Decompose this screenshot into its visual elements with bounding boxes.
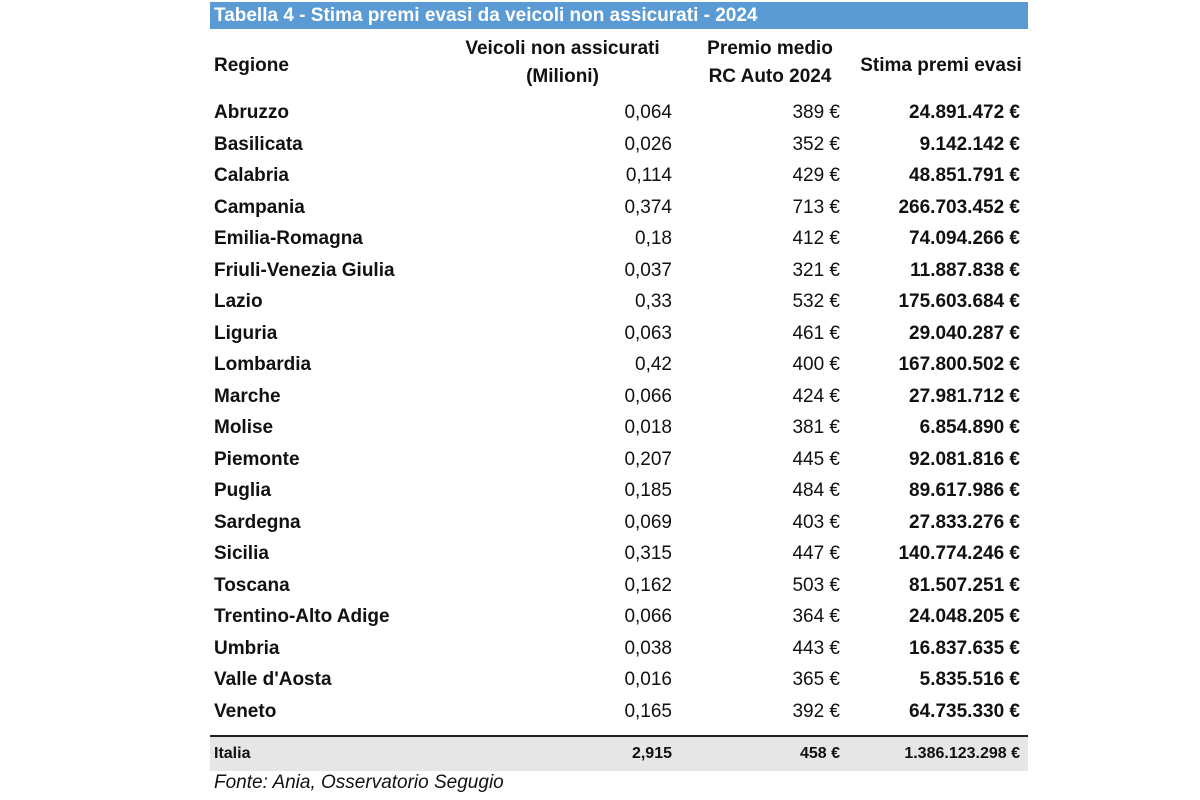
data-table-container — [210, 2, 1028, 771]
vehicles-cell: 0,069 — [624, 511, 672, 533]
estimate-cell: 140.774.246 € — [898, 543, 1020, 564]
estimate-cell: 74.094.266 € — [909, 228, 1020, 249]
vehicles-cell: 0,038 — [624, 637, 672, 659]
vehicles-cell: 0,162 — [624, 574, 672, 596]
estimate-cell: 24.891.472 € — [909, 102, 1020, 123]
vehicles-cell: 0,016 — [624, 669, 672, 690]
premiums-table — [210, 29, 1028, 771]
header-premio — [678, 29, 840, 97]
vehicles-cell: 0,026 — [624, 133, 672, 155]
premium-cell: 389 € — [792, 102, 840, 123]
premium-cell: 364 € — [792, 606, 840, 627]
table-row — [210, 160, 1028, 192]
vehicles-cell: 0,064 — [624, 102, 672, 123]
table-row — [210, 664, 1028, 696]
vehicles-cell: 0,315 — [624, 543, 672, 564]
source-note: Fonte: Ania, Osservatorio Segugio — [214, 772, 504, 793]
header-row — [210, 29, 1028, 97]
region-cell: Friuli-Venezia Giulia — [214, 259, 395, 281]
table-row — [210, 192, 1028, 224]
header-veicoli-line2: (Milioni) — [526, 66, 599, 87]
region-cell: Lombardia — [214, 354, 312, 375]
table-row — [210, 255, 1028, 287]
estimate-cell: 175.603.684 € — [898, 291, 1020, 312]
estimate-cell: 11.887.838 € — [910, 259, 1020, 281]
spacer-cell — [210, 727, 1028, 736]
table-row — [210, 412, 1028, 444]
premium-cell: 429 € — [792, 165, 840, 186]
premium-cell: 365 € — [792, 669, 840, 690]
region-cell: Trentino-Alto Adige — [214, 606, 390, 627]
header-veicoli-line1: Veicoli non assicurati — [465, 38, 660, 59]
table-title: Tabella 4 - Stima premi evasi da veicoli non assicurati - 2024 — [210, 2, 1028, 29]
estimate-cell: 5.835.516 € — [919, 669, 1020, 690]
total-regione: Italia — [210, 736, 442, 771]
table-row — [210, 223, 1028, 255]
header-regione: Regione — [214, 55, 289, 76]
region-cell: Valle d'Aosta — [214, 669, 332, 690]
premium-cell: 503 € — [792, 574, 840, 596]
vehicles-cell: 0,037 — [624, 259, 672, 281]
header-veicoli — [442, 29, 678, 97]
table-row — [210, 475, 1028, 507]
table-row — [210, 444, 1028, 476]
table-row — [210, 286, 1028, 318]
estimate-cell: 48.851.791 € — [909, 165, 1020, 186]
vehicles-cell: 0,42 — [635, 354, 672, 375]
vehicles-cell: 0,066 — [624, 385, 672, 407]
table-row — [210, 129, 1028, 161]
premium-cell: 532 € — [792, 291, 840, 312]
estimate-cell: 24.048.205 € — [909, 606, 1020, 627]
total-veicoli: 2,915 — [442, 736, 678, 771]
table-row — [210, 381, 1028, 413]
vehicles-cell: 0,114 — [625, 165, 672, 186]
vehicles-cell: 0,18 — [635, 228, 672, 249]
premium-cell: 400 € — [792, 354, 840, 375]
table-row — [210, 570, 1028, 602]
vehicles-cell: 0,207 — [624, 448, 672, 470]
region-cell: Veneto — [214, 700, 277, 722]
estimate-cell: 27.833.276 € — [909, 511, 1020, 533]
region-cell: Lazio — [214, 291, 263, 312]
total-premio: 458 € — [678, 736, 840, 771]
estimate-cell: 16.837.635 € — [909, 637, 1020, 659]
estimate-cell: 64.735.330 € — [909, 700, 1020, 722]
estimate-cell: 29.040.287 € — [909, 322, 1020, 344]
region-cell: Sicilia — [214, 543, 269, 564]
premium-cell: 412 € — [792, 228, 840, 249]
region-cell: Emilia-Romagna — [214, 228, 363, 249]
estimate-cell: 81.507.251 € — [909, 574, 1020, 596]
total-row — [210, 736, 1028, 771]
premium-cell: 443 € — [792, 637, 840, 659]
estimate-cell: 9.142.142 € — [919, 133, 1020, 155]
region-cell: Abruzzo — [214, 102, 289, 123]
region-cell: Campania — [214, 196, 305, 218]
total-stima: 1.386.123.298 € — [840, 736, 1028, 771]
region-cell: Piemonte — [214, 448, 300, 470]
premium-cell: 461 € — [792, 322, 840, 344]
table-row — [210, 507, 1028, 539]
estimate-cell: 27.981.712 € — [909, 385, 1020, 407]
spacer-row — [210, 727, 1028, 736]
region-cell: Molise — [214, 417, 274, 438]
premium-cell: 447 € — [792, 543, 840, 564]
table-row — [210, 538, 1028, 570]
region-cell: Toscana — [214, 574, 290, 596]
table-row — [210, 633, 1028, 665]
vehicles-cell: 0,066 — [624, 606, 672, 627]
estimate-cell: 92.081.816 € — [909, 448, 1020, 470]
estimate-cell: 89.617.986 € — [909, 480, 1020, 501]
estimate-cell: 167.800.502 € — [898, 354, 1020, 375]
vehicles-cell: 0,018 — [624, 417, 672, 438]
estimate-cell: 6.854.890 € — [919, 417, 1020, 438]
vehicles-cell: 0,33 — [635, 291, 672, 312]
premium-cell: 321 € — [792, 259, 840, 281]
vehicles-cell: 0,374 — [624, 196, 672, 218]
table-row — [210, 349, 1028, 381]
region-cell: Puglia — [214, 480, 272, 501]
premium-cell: 484 € — [792, 480, 840, 501]
header-stima: Stima premi evasi — [860, 55, 1022, 76]
table-row — [210, 97, 1028, 129]
premium-cell: 352 € — [792, 133, 840, 155]
premium-cell: 403 € — [792, 511, 840, 533]
table-row — [210, 601, 1028, 633]
table-row — [210, 696, 1028, 728]
premium-cell: 392 € — [792, 700, 840, 722]
region-cell: Calabria — [214, 165, 289, 186]
premium-cell: 424 € — [792, 385, 840, 407]
header-premio-line1: Premio medio — [707, 38, 833, 59]
header-premio-line2: RC Auto 2024 — [708, 66, 832, 87]
region-cell: Liguria — [214, 322, 278, 344]
region-cell: Umbria — [214, 637, 280, 659]
premium-cell: 713 € — [792, 196, 840, 218]
vehicles-cell: 0,063 — [624, 322, 672, 344]
vehicles-cell: 0,185 — [624, 480, 672, 501]
region-cell: Marche — [214, 385, 281, 407]
estimate-cell: 266.703.452 € — [898, 196, 1020, 218]
premium-cell: 381 € — [792, 417, 840, 438]
region-cell: Basilicata — [214, 133, 303, 155]
table-body — [210, 97, 1028, 727]
vehicles-cell: 0,165 — [624, 700, 672, 722]
region-cell: Sardegna — [214, 511, 301, 533]
premium-cell: 445 € — [792, 448, 840, 470]
table-row — [210, 318, 1028, 350]
